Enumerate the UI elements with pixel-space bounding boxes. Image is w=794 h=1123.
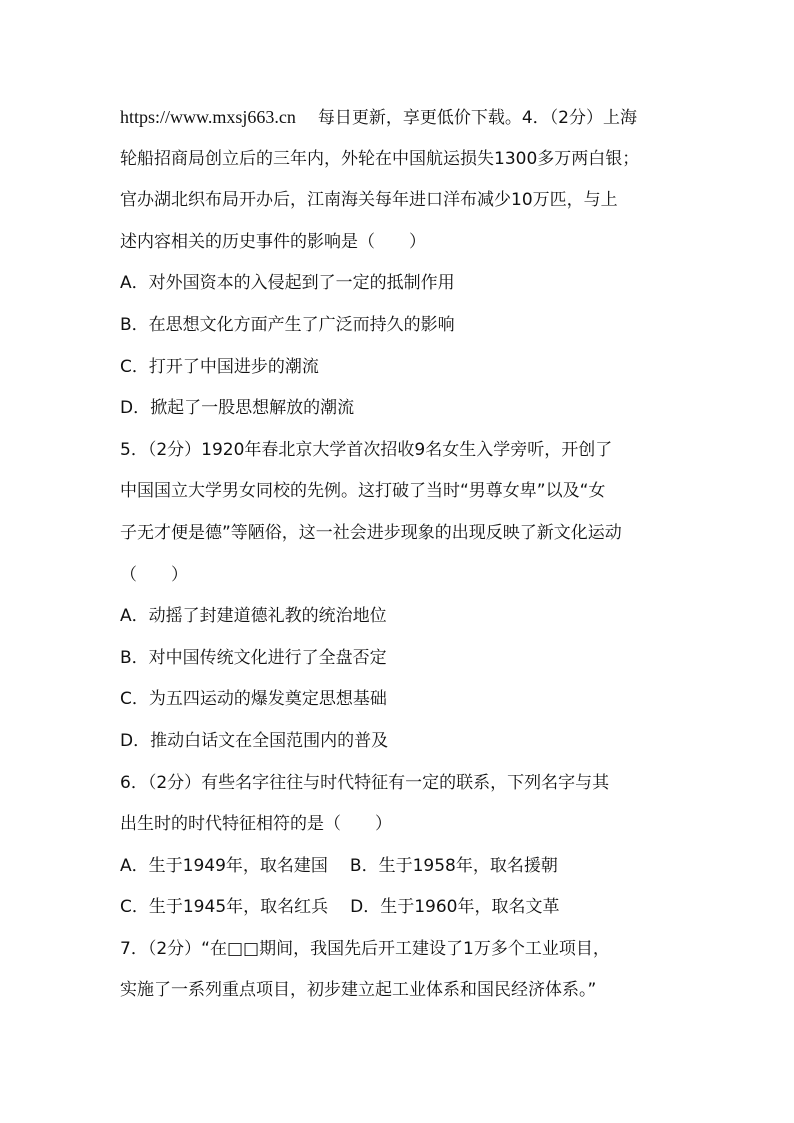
question-6-stem-1: 6．（2分）有些名字往往与时代特征有一定的联系，下列名字与其 [120,772,610,793]
header-tail: 每日更新，享更低价下载。 [317,108,522,128]
question-6-options-row-2 [120,887,680,929]
question-5-option-b: B．对中国传统文化进行了全盘否定 [120,647,387,668]
question-6-stem-2: 出生时的时代特征相符的是（ ） [120,814,392,835]
source-url[interactable]: https://www.mxsj663.cn [120,107,296,127]
question-4-option-d: D．掀起了一股思想解放的潮流 [120,398,355,419]
question-5-stem-3: 子无才便是德”等陋俗，这一社会进步现象的出现反映了新文化运动 [120,522,622,543]
question-4-option-c: C．打开了中国进步的潮流 [120,356,319,377]
question-6-option-c: C．生于1945年，取名红兵 [120,897,329,918]
header-line [120,97,680,139]
question-4-stem-1: 4．（2分）上海 [521,108,637,128]
document-content [120,97,680,1012]
question-4-stem-2: 轮船招商局创立后的三年内，外轮在中国航运损失1300多万两白银； [120,148,640,169]
question-5-option-c: C．为五四运动的爆发奠定思想基础 [120,689,387,710]
question-6-option-d: D．生于1960年，取名文革 [350,897,560,918]
question-5-stem-1: 5．（2分）1920年春北京大学首次招收9名女生入学旁听，开创了 [120,439,613,460]
question-6-options-row-1 [120,846,680,888]
question-5-stem-2: 中国国立大学男女同校的先例。这打破了当时“男尊女卑”以及“女 [120,481,606,502]
question-4-option-a: A．对外国资本的入侵起到了一定的抵制作用 [120,273,455,294]
question-5-option-a: A．动摇了封建道德礼教的统治地位 [120,606,387,627]
question-7-stem-2: 实施了一系列重点项目，初步建立起工业体系和国民经济体系。” [120,980,597,1001]
question-6-option-b: B．生于1958年，取名援朝 [349,855,558,876]
question-4-option-b: B．在思想文化方面产生了广泛而持久的影响 [120,314,455,335]
question-4-stem-3: 官办湖北织布局开办后，江南海关每年进口洋布减少10万匹，与上 [120,190,618,211]
question-4-stem-4: 述内容相关的历史事件的影响是（ ） [120,231,426,252]
question-5-stem-4: （ ） [120,564,188,585]
question-7-stem-1: 7．（2分）“在□□期间，我国先后开工建设了1万多个工业项目， [120,938,610,959]
question-6-option-a: A．生于1949年，取名建国 [120,855,328,876]
question-5-option-d: D．推动白话文在全国范围内的普及 [120,730,389,751]
